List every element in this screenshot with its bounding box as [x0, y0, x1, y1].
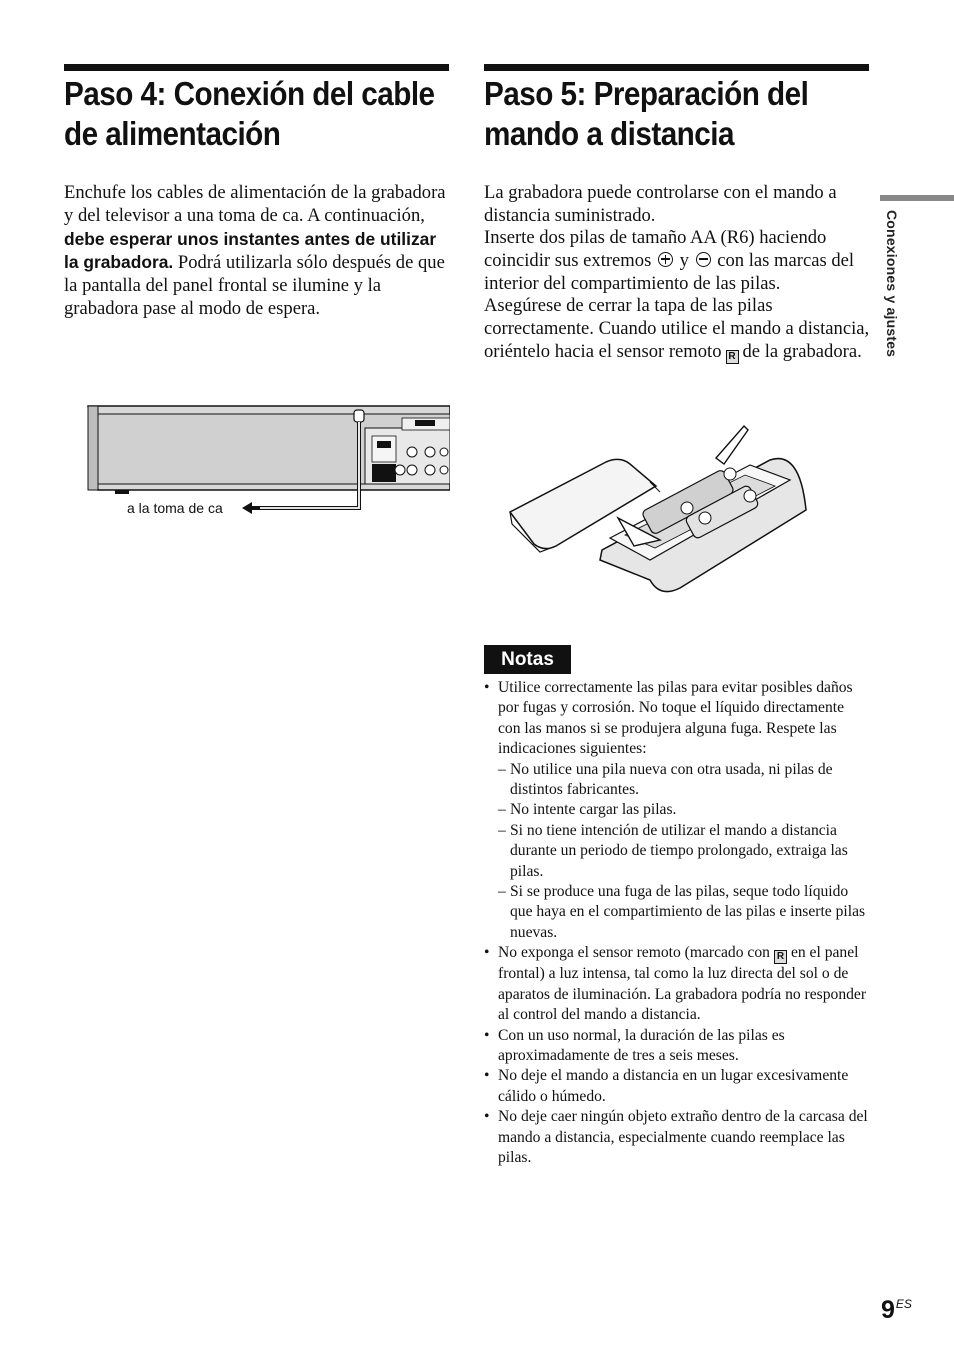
- minus-terminal-icon: [696, 252, 711, 267]
- step5-para3-part1: Asegúrese de cerrar la tapa de las pilas correctamente. Cuando utilice el mando a distancia, oriéntelo hacia el sensor remoto: [484, 295, 870, 362]
- notes-badge: Notas: [484, 645, 571, 674]
- step5-para3: [484, 295, 870, 364]
- step4-title-line2: de alimentación: [64, 115, 281, 152]
- step4-title-line1: Paso 4: Conexión del cable: [64, 75, 435, 112]
- note-subitem: – Si se produce una fuga de las pilas, seque todo líquido que haya en el compartimiento de las pilas e inserte pilas nuevas.: [498, 882, 870, 943]
- note-subitem: – No intente cargar las pilas.: [498, 800, 870, 820]
- note-item-2: [484, 943, 870, 1025]
- note-item-1-sublist: [498, 760, 870, 944]
- step4-body-part2: Podrá utilizarla sólo después de que la pantalla del panel frontal se ilumine y la grabadora pase al modo de espera.: [64, 252, 445, 319]
- step4-heading-rule: [64, 64, 449, 71]
- page-number: [881, 1296, 912, 1325]
- step5-title-line1: Paso 5: Preparación del: [484, 75, 809, 112]
- remote-sensor-icon: R: [726, 350, 739, 364]
- note-item-4: • No deje el mando a distancia en un lugar excesivamente cálido o húmedo.: [484, 1066, 870, 1107]
- note-item-1: [484, 678, 870, 943]
- note-item-2-part1: No exponga el sensor remoto (marcado con: [498, 944, 770, 962]
- note-subitem: – Si no tiene intención de utilizar el mando a distancia durante un periodo de tiempo prolongado, extraiga las pilas.: [498, 821, 870, 882]
- remote-sensor-icon: R: [774, 950, 787, 964]
- remote-battery-figure: [500, 420, 820, 600]
- step5-para2: [484, 227, 870, 295]
- step5-para3-part2: de la grabadora.: [742, 340, 862, 362]
- notes-list: [484, 678, 870, 1168]
- step5-para2-and: y: [679, 249, 689, 271]
- step5-title-line2: mando a distancia: [484, 115, 734, 152]
- note-item-2-part2: en el panel frontal) a luz intensa, tal como la luz directa del sol o de aparatos de iluminación. La grabadora podría no responder al control del mando a distancia.: [498, 944, 867, 1024]
- section-tab-marker: [880, 195, 954, 201]
- step5-para2-part2: con las marcas del interior del compartimiento de las pilas.: [484, 249, 855, 294]
- page-language-suffix: ES: [895, 1297, 912, 1311]
- note-item-3: • Con un uso normal, la duración de las pilas es aproximadamente de tres a seis meses.: [484, 1026, 870, 1067]
- step4-body-bold: debe esperar unos instantes antes de utilizar la grabadora.: [64, 228, 437, 273]
- section-label: Conexiones y ajustes: [884, 210, 900, 358]
- step5-para1: La grabadora puede controlarse con el mando a distancia suministrado.: [484, 182, 837, 226]
- step5-heading-rule: [484, 64, 869, 71]
- page-number-value: 9: [881, 1296, 895, 1324]
- plus-terminal-icon: [658, 252, 673, 267]
- power-outlet-label: a la toma de ca: [127, 500, 223, 516]
- step4-body: [64, 182, 450, 321]
- note-item-1-text: Utilice correctamente las pilas para evitar posibles daños por fugas y corrosión. No toque el líquido directamente con las manos si se produjera alguna fuga. Respete las indicaciones siguientes:: [498, 679, 853, 758]
- note-item-5: • No deje caer ningún objeto extraño dentro de la carcasa del mando a distancia, especialmente cuando reemplace las pilas.: [484, 1107, 870, 1168]
- note-subitem: – No utilice una pila nueva con otra usada, ni pilas de distintos fabricantes.: [498, 760, 870, 801]
- step5-title: [484, 74, 808, 154]
- step4-title: [64, 74, 435, 154]
- step5-para2-part1: Inserte dos pilas de tamaño AA (R6) haciendo coincidir sus extremos: [484, 227, 827, 271]
- step4-body-part1: Enchufe los cables de alimentación de la grabadora y del televisor a una toma de ca. A continuación,: [64, 182, 446, 226]
